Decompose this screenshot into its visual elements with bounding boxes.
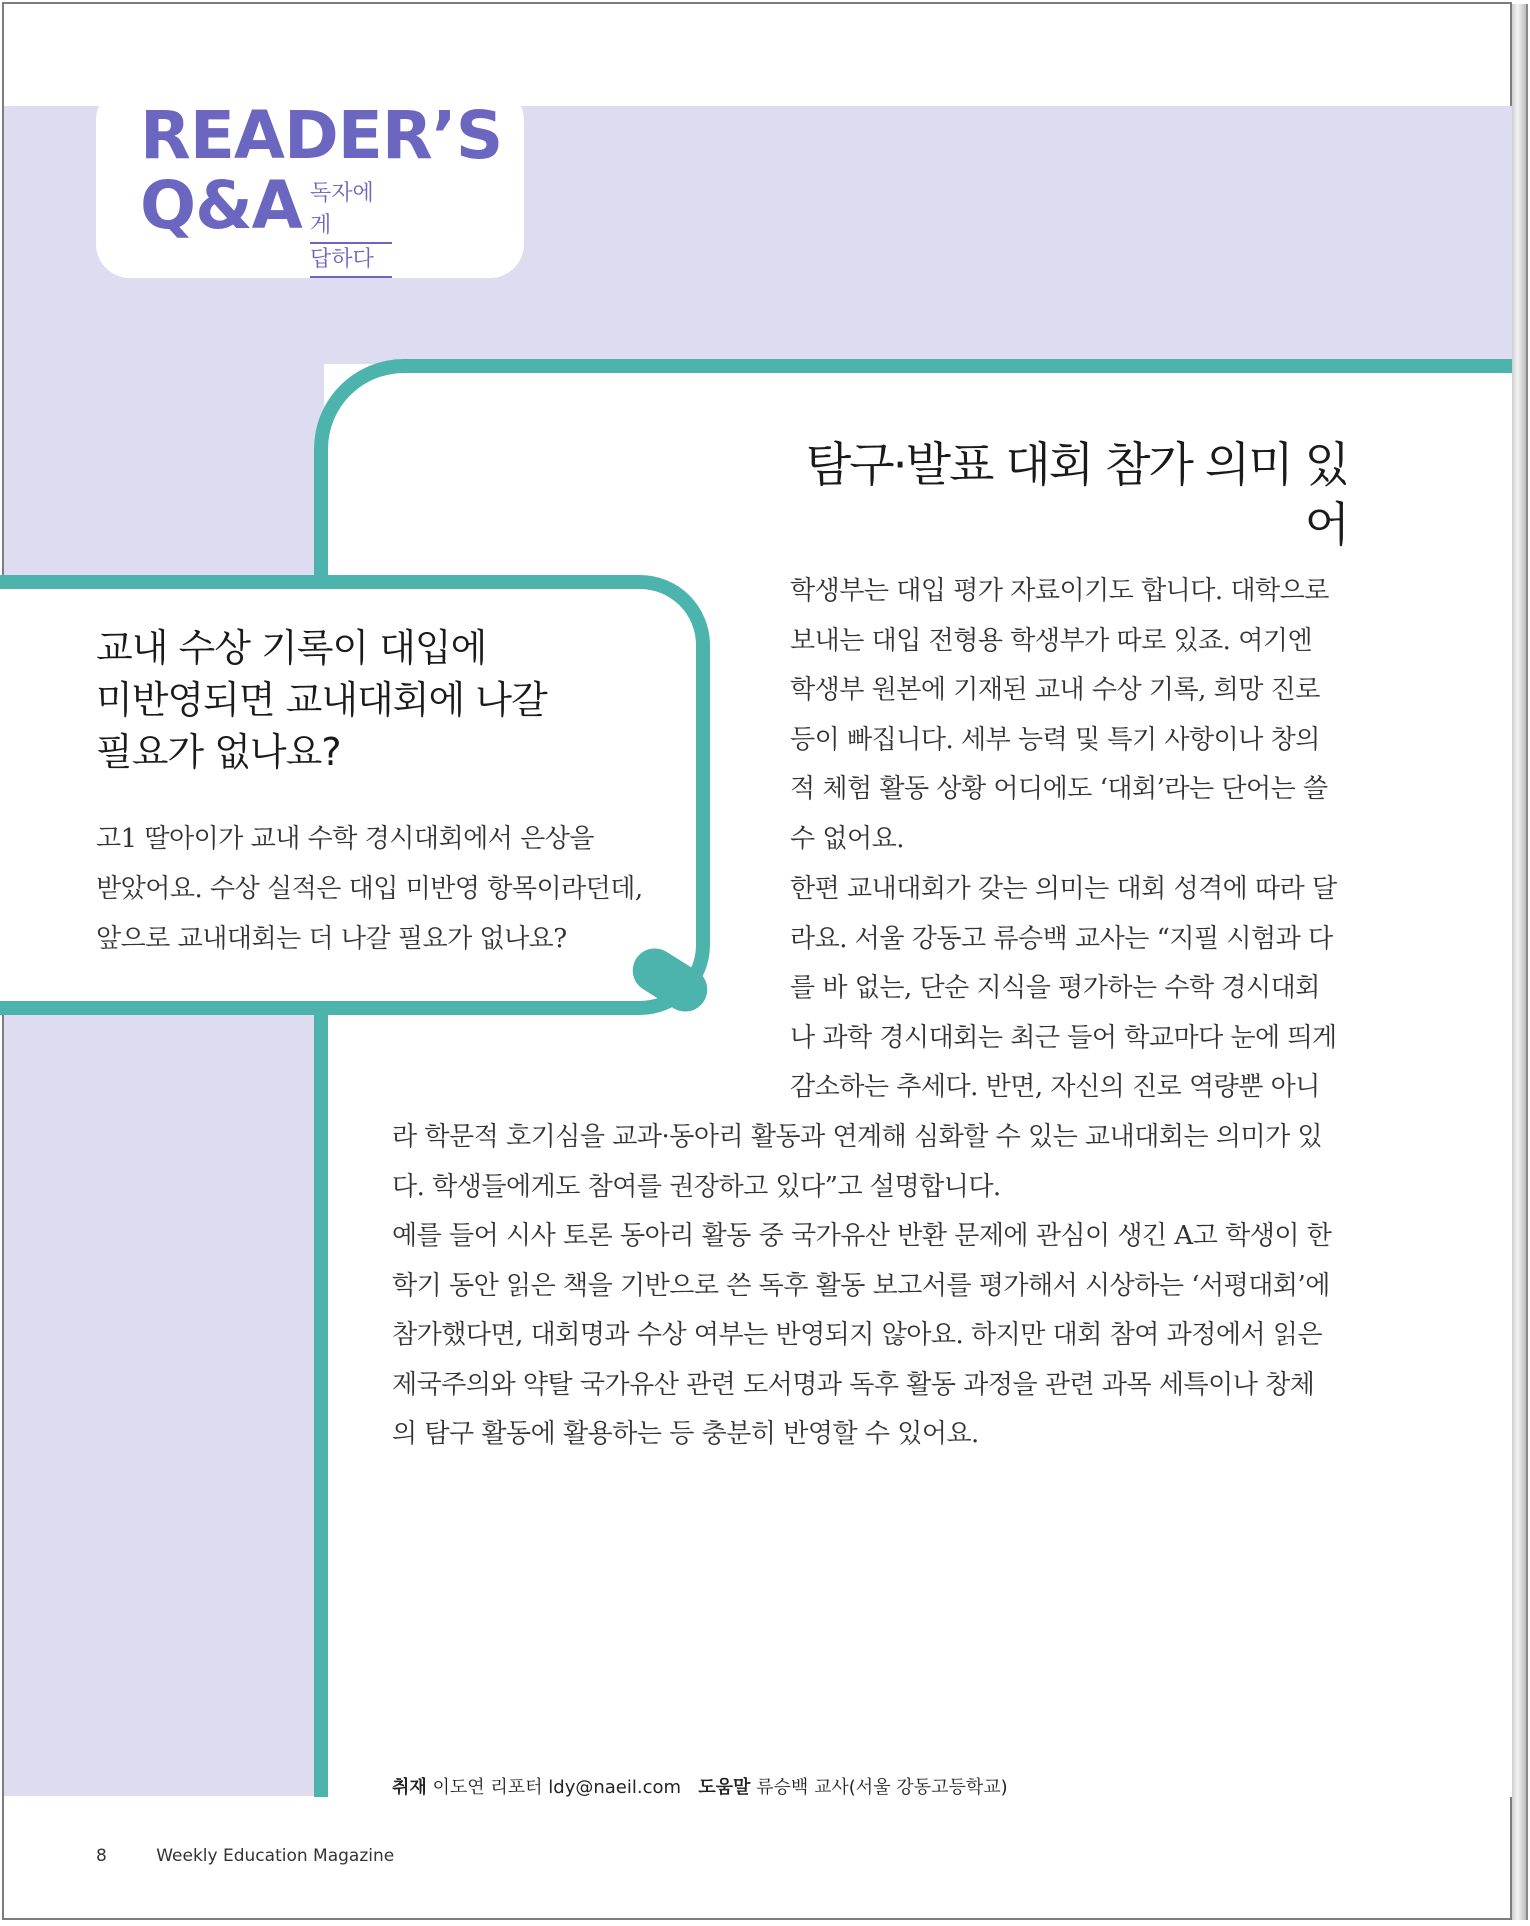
question-body-line: 앞으로 교내대회는 더 나갈 필요가 없나요?	[96, 924, 567, 954]
paragraph-line: 라요. 서울 강동고 류승백 교사는 “지필 시험과 다	[790, 923, 1333, 954]
section-subtitle-line2: 답하다	[310, 244, 392, 278]
paragraph-line: 나 과학 경시대회는 최근 들어 학교마다 눈에 띄게	[790, 1022, 1337, 1053]
credit-label-advisor: 도움말	[698, 1777, 751, 1798]
credit-label-reporter: 취재	[392, 1777, 427, 1798]
question-title-line: 교내 수상 기록이 대입에	[96, 626, 487, 670]
paragraph-line: 라 학문적 호기심을 교과·동아리 활동과 연계해 심화할 수 있는 교내대회는 의미가 있	[392, 1122, 1323, 1152]
paragraph-line: 등이 빠집니다. 세부 능력 및 특기 사항이나 창의	[790, 724, 1320, 755]
question-title	[96, 622, 656, 778]
paragraph-line: 적 체험 활동 상황 어디에도 ‘대회’라는 단어는 쓸	[790, 774, 1328, 805]
paragraph-line: 학기 동안 읽은 책을 기반으로 쓴 독후 활동 보고서를 평가해서 시상하는 ‘서평대회’에	[392, 1270, 1330, 1301]
answer-paragraph-2	[790, 865, 1348, 1113]
credit-reporter: 이도연 리포터 ldy@naeil.com	[432, 1777, 682, 1798]
section-subtitle	[310, 178, 392, 278]
page-edge	[1512, 4, 1528, 1920]
answer-paragraph-3	[392, 1212, 1350, 1460]
paragraph-line: 를 바 없는, 단순 지식을 평가하는 수학 경시대회	[790, 973, 1320, 1004]
question-body-line: 고1 딸아이가 교내 수학 경시대회에서 은상을	[96, 824, 594, 854]
magazine-name: Weekly Education Magazine	[156, 1846, 395, 1866]
answer-paragraph-1	[790, 567, 1348, 865]
paragraph-line: 학생부 원본에 기재된 교내 수상 기록, 희망 진로	[790, 675, 1320, 706]
paragraph-line: 감소하는 추세다. 반면, 자신의 진로 역량뿐 아니	[790, 1072, 1320, 1103]
paragraph-line: 의 탐구 활동에 활용하는 등 충분히 반영할 수 있어요.	[392, 1419, 979, 1450]
section-subtitle-line1: 독자에게	[310, 178, 392, 244]
section-logo-line1: READER’S	[140, 97, 503, 174]
answer-title: 탐구·발표 대회 참가 의미 있어	[805, 438, 1348, 553]
paragraph-line: 예를 들어 시사 토론 동아리 활동 중 국가유산 반환 문제에 관심이 생긴 A고 학생이 한	[392, 1221, 1332, 1251]
question-title-line: 미반영되면 교내대회에 나갈	[96, 678, 547, 722]
paragraph-line: 수 없어요.	[790, 823, 904, 854]
page-number: 8	[96, 1846, 107, 1866]
paragraph-line: 참가했다면, 대회명과 수상 여부는 반영되지 않아요. 하지만 대회 참여 과정에서 읽은	[392, 1320, 1323, 1351]
question-body	[96, 814, 676, 964]
section-logo-line2: Q&A	[140, 167, 302, 244]
question-title-line: 필요가 없나요?	[96, 730, 341, 774]
page-footer	[96, 1846, 394, 1866]
answer-paragraph-2-continued	[392, 1113, 1350, 1212]
paragraph-line: 제국주의와 약탈 국가유산 관련 도서명과 독후 활동 과정을 관련 과목 세특이나 창체	[392, 1369, 1315, 1400]
article-credits	[392, 1773, 1008, 1799]
paragraph-line: 학생부는 대입 평가 자료이기도 합니다. 대학으로	[790, 576, 1329, 606]
paragraph-line: 보내는 대입 전형용 학생부가 따로 있죠. 여기엔	[790, 625, 1313, 656]
credit-advisor: 류승백 교사(서울 강동고등학교)	[756, 1777, 1008, 1798]
paragraph-line: 한편 교내대회가 갖는 의미는 대회 성격에 따라 달	[790, 874, 1337, 904]
question-body-line: 받았어요. 수상 실적은 대입 미반영 항목이라던데,	[96, 874, 643, 904]
paragraph-line: 다. 학생들에게도 참여를 권장하고 있다”고 설명합니다.	[392, 1171, 1001, 1202]
